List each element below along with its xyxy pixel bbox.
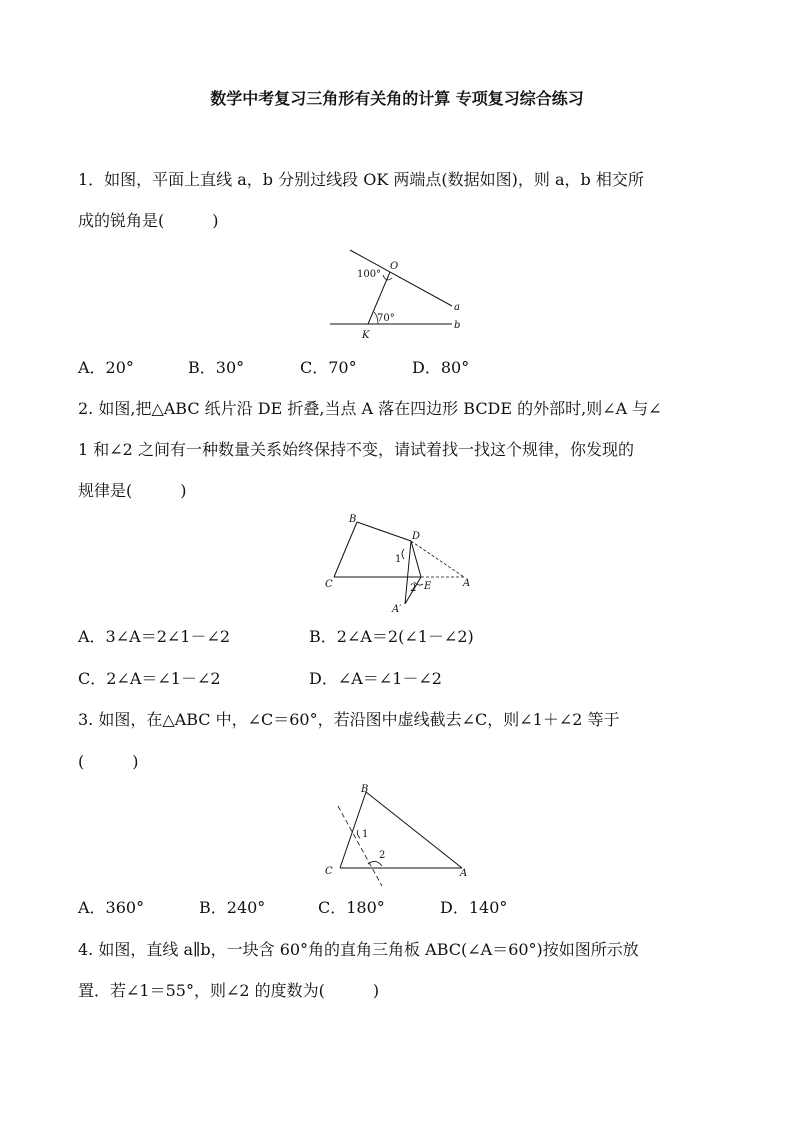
q2-text-line2: 1 和∠2 之间有一种数量关系始终保持不变，请试着找一找这个规律，你发现的 bbox=[78, 440, 634, 459]
q2-label-c: C bbox=[325, 579, 333, 590]
q2-label-2: 2 bbox=[410, 583, 417, 594]
q2-label-a1: A′ bbox=[392, 604, 402, 615]
q3-text-line2: ( ) bbox=[78, 752, 139, 771]
q2-label-d: D bbox=[412, 531, 421, 542]
q2-text-line1: 2. 如图,把△ABC 纸片沿 DE 折叠,当点 A 落在四边形 BCDE 的外部时,则∠A 与∠ bbox=[78, 399, 662, 418]
q3-cut-line bbox=[338, 806, 382, 886]
q3-label-b: B bbox=[361, 784, 369, 795]
q1-text-line2: 成的锐角是( ) bbox=[78, 211, 219, 230]
q3-label-2: 2 bbox=[379, 850, 386, 861]
q4-text-line1: 4. 如图，直线 a∥b，一块含 60°角的直角三角板 ABC(∠A＝60°)按如图所示放 bbox=[78, 940, 639, 959]
q2-label-1: 1 bbox=[395, 554, 402, 565]
q1-label-b: b bbox=[454, 320, 461, 331]
q2-option-d: D．∠A＝∠1－∠2 bbox=[309, 669, 442, 688]
q1-option-a: A．20° bbox=[78, 358, 134, 377]
q3-arc-1 bbox=[357, 830, 360, 838]
q3-option-c: C．180° bbox=[318, 898, 385, 917]
q3-text-line1: 3. 如图，在△ABC 中，∠C＝60°，若沿图中虚线截去∠C，则∠1＋∠2 等于 bbox=[78, 710, 620, 729]
q1-option-c: C．70° bbox=[300, 358, 357, 377]
q1-text-line1: 1．如图，平面上直线 a，b 分别过线段 OK 两端点(数据如图)，则 a，b 相交所 bbox=[78, 170, 644, 189]
q2-side-cb bbox=[334, 522, 357, 577]
q1-label-angle-o: 100° bbox=[357, 269, 382, 280]
q1-label-o: O bbox=[390, 261, 399, 272]
q3-label-c: C bbox=[325, 866, 333, 877]
q2-option-a: A．3∠A＝2∠1－∠2 bbox=[78, 627, 231, 646]
q1-option-b: B．30° bbox=[188, 358, 245, 377]
q2-dashed-da bbox=[411, 541, 464, 577]
q1-label-a: a bbox=[454, 302, 460, 313]
q2-label-e: E bbox=[424, 581, 432, 592]
q2-figure bbox=[320, 512, 480, 617]
q3-option-a: A．360° bbox=[78, 898, 145, 917]
q3-figure bbox=[320, 780, 480, 890]
q2-label-a: A bbox=[463, 578, 471, 589]
q3-option-b: B．240° bbox=[199, 898, 266, 917]
q2-side-bd bbox=[357, 522, 411, 541]
q1-option-d: D．80° bbox=[412, 358, 470, 377]
q2-option-c: C．2∠A＝∠1－∠2 bbox=[78, 669, 221, 688]
page-title: 数学中考复习三角形有关角的计算 专项复习综合练习 bbox=[210, 89, 584, 108]
q2-label-b: B bbox=[349, 514, 357, 525]
q2-option-b: B．2∠A＝2(∠1－∠2) bbox=[309, 627, 474, 646]
q1-figure bbox=[330, 250, 470, 345]
q2-text-line3: 规律是( ) bbox=[78, 481, 187, 500]
q1-label-k: K bbox=[362, 330, 370, 341]
q3-option-d: D．140° bbox=[440, 898, 508, 917]
q4-text-line2: 置．若∠1＝55°，则∠2 的度数为( ) bbox=[78, 981, 380, 1000]
q3-label-a: A bbox=[460, 868, 468, 879]
q2-arc-1 bbox=[402, 549, 404, 559]
q1-label-angle-k: 70° bbox=[377, 313, 395, 324]
q3-label-1: 1 bbox=[362, 829, 369, 840]
